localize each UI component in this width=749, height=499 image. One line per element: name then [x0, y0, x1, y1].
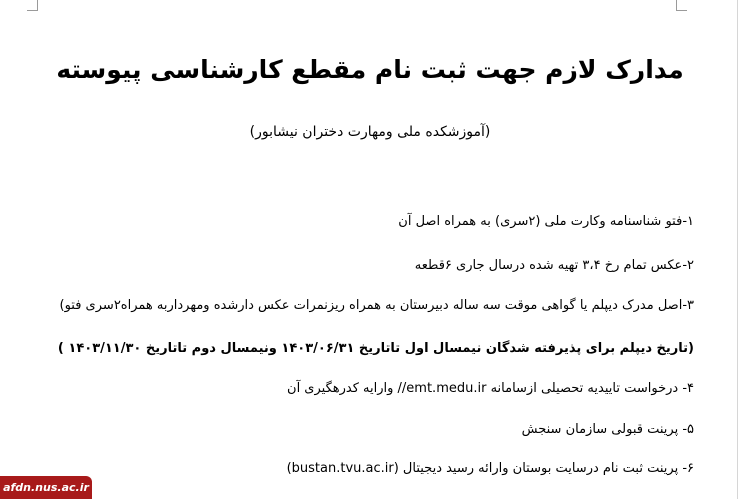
document-title: مدارک لازم جهت ثبت نام مقطع کارشناسی پیوسته — [56, 55, 684, 84]
requirement-item-3-note: (تاریخ دیپلم برای پذیرفته شدگان نیمسال اول تاتاریخ ۱۴۰۳/۰۶/۳۱ ونیمسال دوم تاتاریخ ۱۴۰۳/۱۱/۳۰ ) — [57, 341, 694, 356]
requirement-item-3: ۳-اصل مدرک دیپلم یا گواهی موقت سه ساله دبیرستان به همراه ریزنمرات عکس دارشده ومهرداربه همراه۲سری فتو) — [59, 298, 694, 313]
page-edge-rule — [737, 0, 738, 499]
document-subtitle: (آموزشکده ملی ومهارت دختران نیشابور) — [249, 124, 491, 140]
requirement-item-4-link: emt.medu.ir — [406, 381, 487, 396]
requirement-item-1: ۱-فتو شناسنامه وکارت ملی (۲سری) به همراه اصل آن — [398, 214, 694, 229]
requirement-item-2: ۲-عکس تمام رخ ۳،۴ تهیه شده درسال جاری ۶قطعه — [414, 258, 694, 273]
site-watermark: afdn.nus.ac.ir — [0, 476, 92, 499]
requirement-item-4 — [287, 379, 694, 399]
page-corner-mark-right — [676, 0, 687, 11]
requirement-item-4-suffix: // وارایه کدرهگیری آن — [287, 381, 407, 396]
requirement-item-5: ۵- پرینت قبولی سازمان سنجش — [521, 422, 694, 437]
requirement-item-6-link: (bustan.tvu.ac.ir) — [286, 461, 399, 476]
requirement-item-6 — [287, 459, 694, 479]
page-corner-mark-left — [27, 0, 38, 11]
requirement-item-4-text: ۴- درخواست تاییدیه تحصیلی ازسامانه — [486, 381, 694, 396]
requirement-item-6-text: ۶- پرینت ثبت نام درسایت بوستان وارائه رسید دیجیتال — [398, 461, 694, 476]
